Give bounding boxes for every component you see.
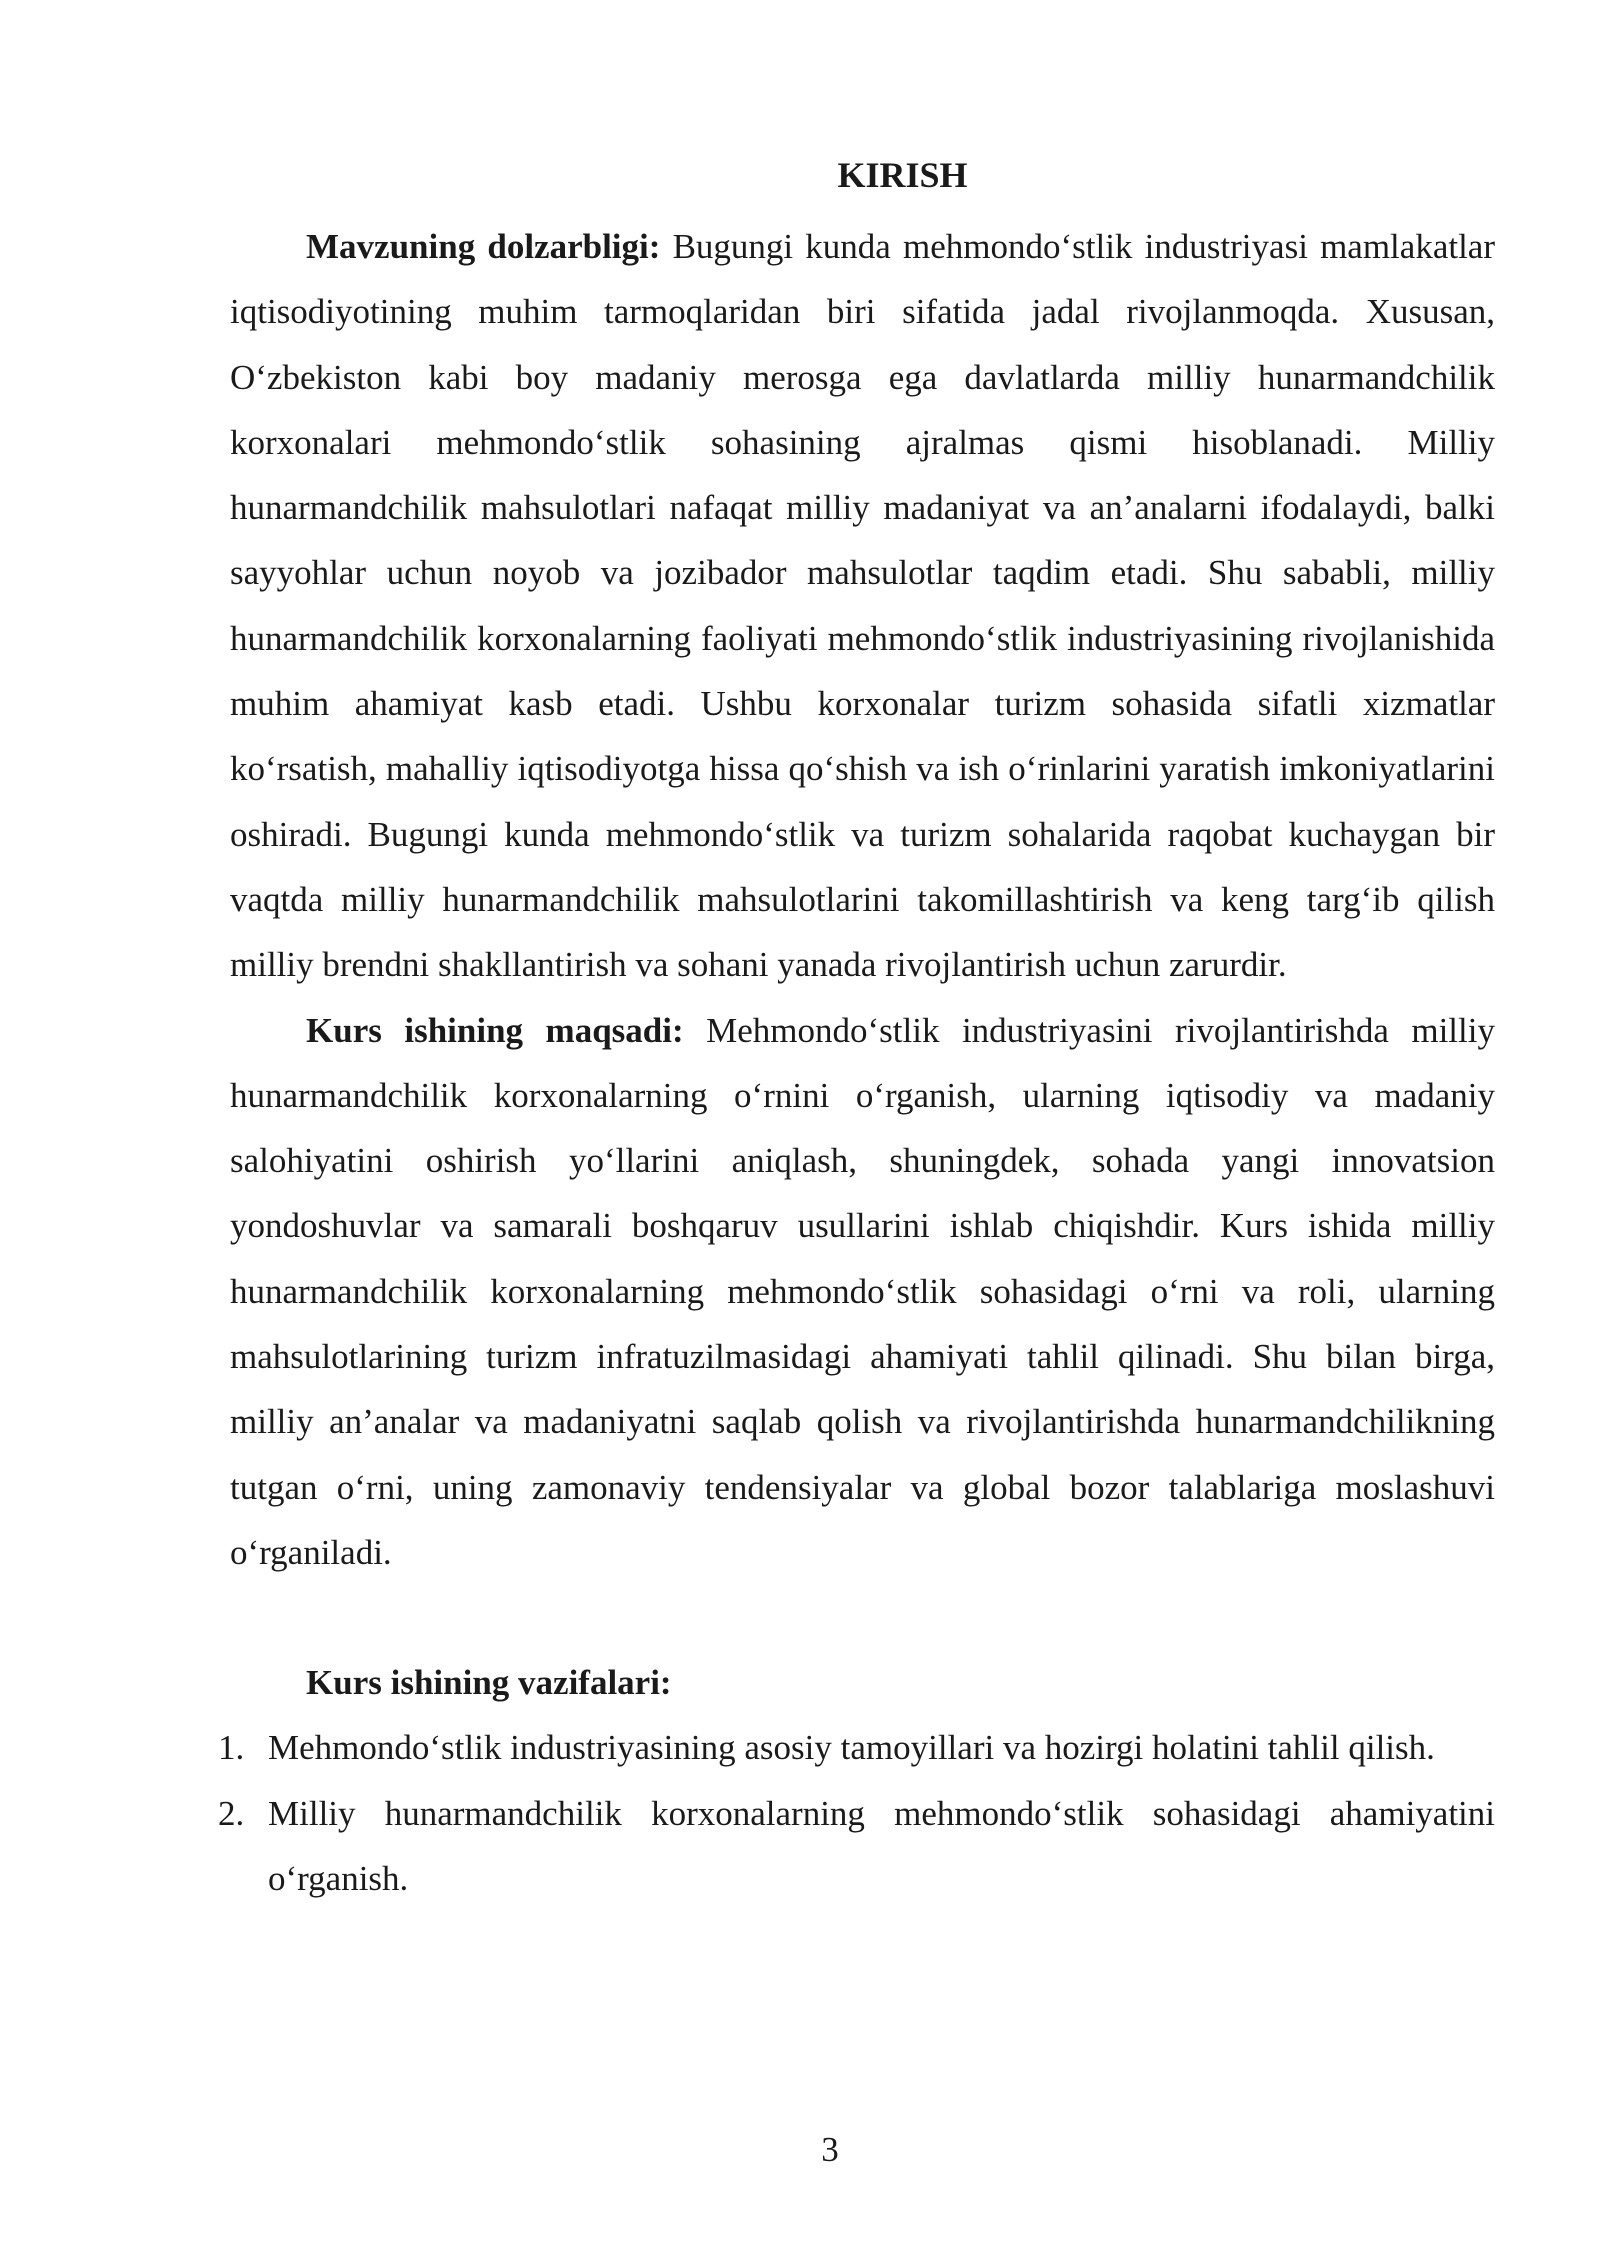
page-number: 3 <box>821 2130 839 2169</box>
goal-text: Mehmondo‘stlik industriyasini rivojlantirishda milliy hunarmandchilik korxonalarning o‘rnini o‘rganish, ularning iqtisodiy va madaniy salohiyatini oshirish yo‘llarini aniqlash, shuningdek, sohada yangi innovatsion yondoshuvlar va samarali boshqaruv usullarini ishlab chiqishdir. Kurs ishida milliy hunarmandchilik korxonalarning mehmondo‘stlik sohasidagi o‘rni va roli, ularning mahsulotlarining turizm infratuzilmasidagi ahamiyati tahlil qilinadi. Shu bilan birga, milliy an’analar va madaniyatni saqlab qolish va rivojlantirishda hunarmandchilikning tutgan o‘rni, uning zamonaviy tendensiyalar va global bozor talablariga moslashuvi o‘rganiladi. <box>230 1010 1495 1572</box>
list-item-number: 2. <box>218 1793 245 1833</box>
relevance-paragraph <box>230 214 1495 998</box>
list-item-text: Mehmondo‘stlik industriyasining asosiy tamoyillari va hozirgi holatini tahlil qilish. <box>268 1728 1435 1768</box>
page-title: KIRISH <box>837 155 968 195</box>
goal-paragraph <box>230 998 1495 1586</box>
list-item <box>218 1715 1495 1780</box>
list-item-number: 1. <box>218 1728 245 1768</box>
tasks-heading: Kurs ishining vazifalari: <box>306 1663 672 1703</box>
list-item-text: Milliy hunarmandchilik korxonalarning mehmondo‘stlik sohasidagi ahamiyatini o‘rganish. <box>268 1793 1495 1898</box>
document-page <box>218 148 1495 1911</box>
goal-label: Kurs ishining maqsadi: <box>306 1010 684 1050</box>
relevance-label: Mavzuning dolzarbligi: <box>306 227 661 266</box>
tasks-list <box>218 1715 1495 1911</box>
list-item <box>218 1781 1495 1912</box>
relevance-text: Bugungi kunda mehmondo‘stlik industriyasi mamlakatlar iqtisodiyotining muhim tarmoqlaridan biri sifatida jadal rivojlanmoqda. Xususan, O‘zbekiston kabi boy madaniy merosga ega davlatlarda milliy hunarmandchilik korxonalari mehmondo‘stlik sohasining ajralmas qismi hisoblanadi. Milliy hunarmandchilik mahsulotlari nafaqat milliy madaniyat va an’analarni ifodalaydi, balki sayyohlar uchun noyob va jozibador mahsulotlar taqdim etadi. Shu sababli, milliy hunarmandchilik korxonalarning faoliyati mehmondo‘stlik industriyasining rivojlanishida muhim ahamiyat kasb etadi. Ushbu korxonalar turizm sohasida sifatli xizmatlar ko‘rsatish, mahalliy iqtisodiyotga hissa qo‘shish va ish o‘rinlarini yaratish imkoniyatlarini oshiradi. Bugungi kunda mehmondo‘stlik va turizm sohalarida raqobat kuchaygan bir vaqtda milliy hunarmandchilik mahsulotlarini takomillashtirish va keng targ‘ib qilish milliy brendni shakllantirish va sohani yanada rivojlantirish uchun zarurdir. <box>230 227 1495 985</box>
